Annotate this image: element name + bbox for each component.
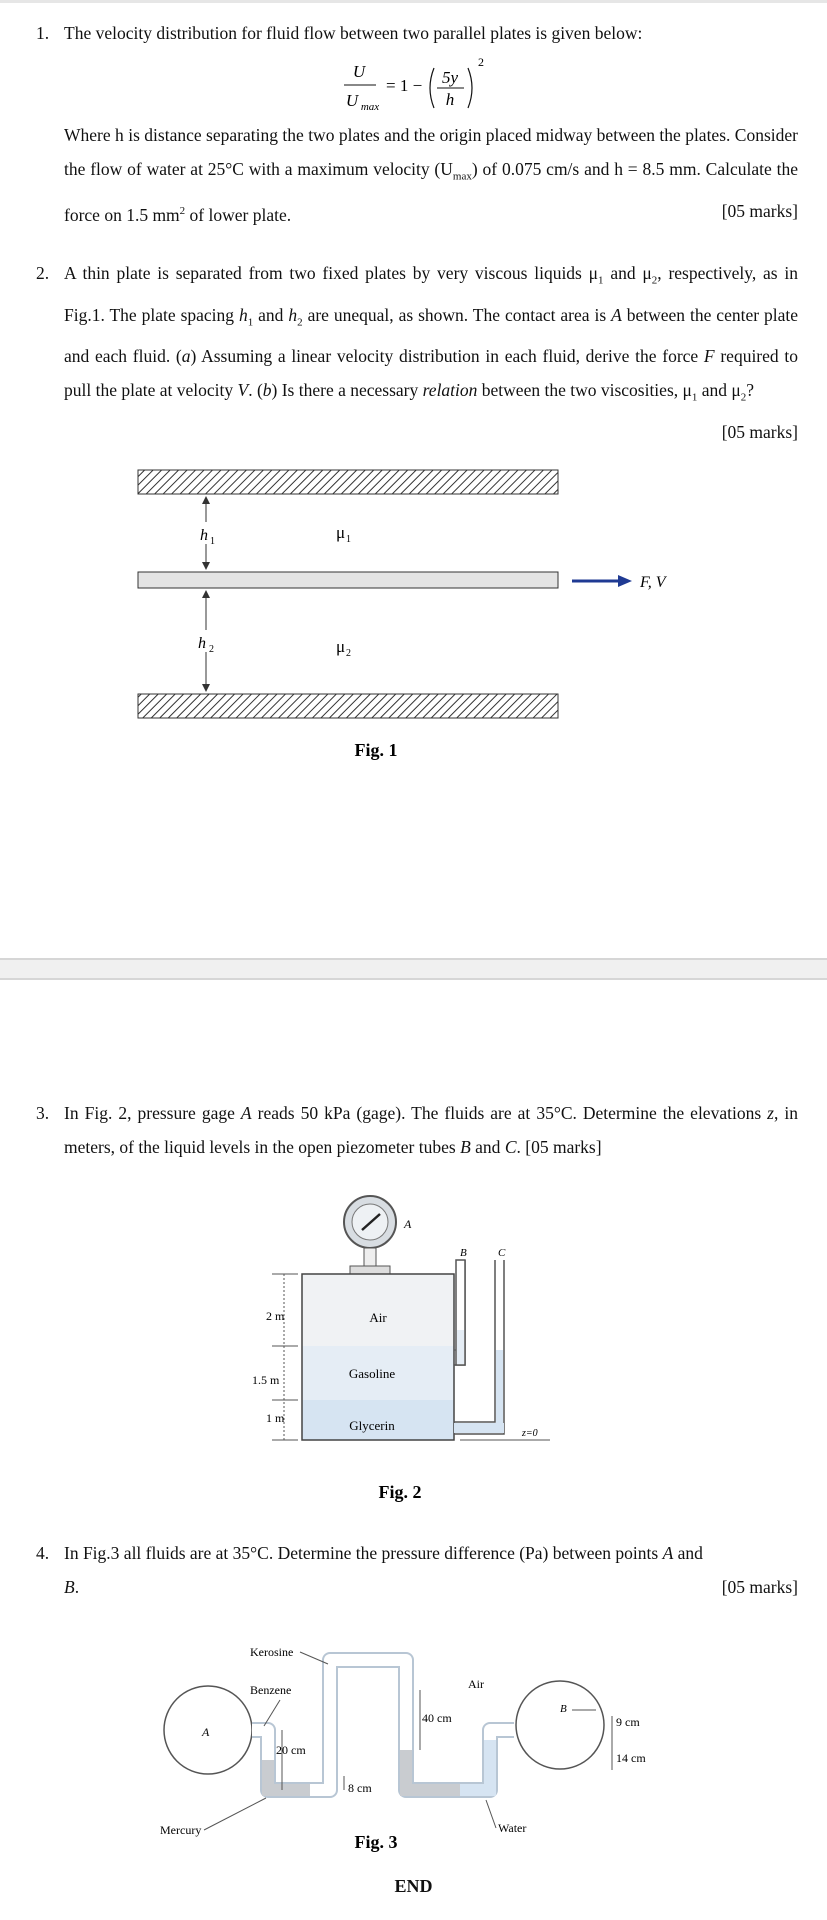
- q2-marks: [05 marks]: [721, 421, 798, 442]
- q4-marks: [05 marks]: [721, 1577, 798, 1597]
- q2-text: ?: [746, 380, 755, 400]
- gasoline-label: Gasoline: [348, 1366, 396, 1381]
- figure-2: [220, 1190, 580, 1520]
- q2-sub: 1: [691, 391, 698, 404]
- tube-c-label: C: [498, 1247, 506, 1259]
- q3-text: and: [470, 1137, 505, 1157]
- q3-text: . [05 marks]: [516, 1137, 602, 1157]
- eq-frac-den: h: [445, 90, 455, 109]
- q4-text: .: [74, 1577, 80, 1597]
- dim-1-5m: 1.5 m: [252, 1373, 280, 1387]
- eq-power: 2: [478, 55, 484, 69]
- q2-var: V: [237, 380, 249, 400]
- figure-1-caption: Fig. 1: [354, 740, 398, 760]
- q2-var: A: [611, 304, 622, 325]
- dim-14cm: 14 cm: [616, 1751, 646, 1765]
- question-1-intro: The velocity distribution for fluid flow between two parallel plates is given below:: [64, 23, 643, 43]
- end-label: END: [394, 1876, 433, 1896]
- glycerin-label: Glycerin: [349, 1418, 395, 1433]
- q1-marks: [05 marks]: [721, 200, 798, 221]
- vessel-b: [516, 1681, 604, 1769]
- benzene-label: Benzene: [250, 1683, 292, 1697]
- q2-sub: 1: [598, 274, 604, 287]
- figure-3: [160, 1630, 680, 1852]
- dim-8cm: 8 cm: [348, 1781, 372, 1795]
- q2-text: are unequal, as shown. The contact area is: [302, 304, 612, 325]
- q3-var: C: [504, 1137, 517, 1157]
- q4-var: B: [64, 1577, 75, 1597]
- dim-9cm: 9 cm: [616, 1715, 640, 1729]
- q1-text-2: ) of 0.075 cm/s and h = 8.5 mm. Calculate the force on 1.5 mm: [64, 159, 798, 225]
- dim-2m: 2 m: [266, 1309, 285, 1323]
- q2-text: between the center plate and each fluid. (: [64, 304, 798, 366]
- eq-denominator-sub: max: [360, 101, 380, 113]
- q2-text: ) Assuming a linear velocity distribution in each fluid, derive the force: [190, 346, 704, 366]
- q2-text: ) Is there a necessary: [271, 380, 423, 400]
- q2-var: h: [238, 304, 248, 325]
- q2-text: and μ: [603, 263, 652, 283]
- dim-1m: 1 m: [266, 1411, 285, 1425]
- eq-rhs: = 1 −: [386, 76, 423, 95]
- question-number: 4.: [36, 1543, 50, 1563]
- mu2-sub: 2: [346, 648, 351, 659]
- eq-denominator: U: [345, 91, 359, 110]
- q1-text-sup: 2: [179, 204, 186, 217]
- point-a-label: A: [202, 1725, 210, 1739]
- mu1-label: μ: [336, 523, 346, 542]
- q3-var: z: [767, 1103, 774, 1123]
- h1-label: h: [200, 527, 208, 544]
- q1-text-1: Where h is distance separating the two plates and the origin placed midway between the plates. Consider the flow of water at 25°C with a maximum velocity (U: [64, 125, 798, 179]
- q3-text: In Fig. 2, pressure gage: [64, 1103, 241, 1123]
- page-gap: [0, 958, 827, 980]
- q2-var: relation: [422, 380, 478, 400]
- point-b-label: B: [560, 1703, 567, 1715]
- mu2-label: μ: [336, 637, 346, 656]
- q2-text: . (: [248, 380, 263, 400]
- eq-paren-right: [468, 68, 472, 108]
- q4-text: In Fig.3 all fluids are at 35°C. Determine the pressure difference (Pa) between points: [64, 1543, 663, 1563]
- q2-text: and: [253, 304, 289, 325]
- top-fixed-plate: [138, 470, 558, 494]
- q2-sub: 2: [297, 316, 303, 328]
- q4-var: A: [662, 1543, 674, 1563]
- eq-numerator: U: [352, 62, 366, 81]
- q2-text: and μ: [697, 380, 741, 400]
- q3-text: reads 50 kPa (gage). The fluids are at 35°C. Determine the elevations: [251, 1103, 768, 1123]
- q2-text: between the two viscosities, μ: [477, 380, 692, 400]
- h1-sub: 1: [210, 536, 215, 547]
- q2-var: a: [181, 346, 191, 366]
- question-number: 3.: [36, 1103, 50, 1123]
- mu1-sub: 1: [346, 534, 351, 545]
- q2-sub: 2: [651, 274, 658, 287]
- air-label: Air: [369, 1310, 387, 1325]
- eq-frac-num: 5y: [441, 68, 459, 87]
- q1-text-3: of lower plate.: [185, 204, 292, 225]
- datum-label: z=0: [522, 1428, 538, 1439]
- figure-2-caption: Fig. 2: [378, 1482, 422, 1502]
- h2-sub: 2: [209, 644, 214, 655]
- mercury-label: Mercury: [160, 1823, 202, 1837]
- q3-var: B: [460, 1137, 471, 1157]
- h2-label: h: [198, 635, 206, 652]
- gage-a-label: A: [404, 1217, 412, 1231]
- q3-var: A: [240, 1103, 252, 1123]
- eq-paren-left: [430, 68, 434, 108]
- q2-text: A thin plate is separated from two fixed plates by very viscous liquids μ: [64, 263, 599, 283]
- air-label: Air: [468, 1677, 484, 1691]
- question-number: 2.: [36, 263, 50, 283]
- q2-text: required to pull the plate at velocity: [64, 346, 798, 400]
- dim-20cm: 20 cm: [276, 1743, 306, 1757]
- q4-text: and: [673, 1543, 703, 1563]
- q1-text-sub: max: [452, 170, 472, 183]
- force-velocity-label: F, V: [640, 574, 666, 591]
- q2-var: h: [288, 304, 298, 325]
- q2-var: F: [703, 346, 715, 366]
- figure-1: [120, 460, 680, 770]
- q2-sub: 1: [247, 316, 254, 328]
- middle-moving-plate: [138, 572, 558, 588]
- kerosine-label: Kerosine: [250, 1645, 294, 1659]
- bottom-fixed-plate: [138, 694, 558, 718]
- tube-b-label: B: [460, 1247, 467, 1259]
- q2-text: , respectively, as in Fig.1. The plate spacing: [64, 263, 798, 325]
- water-label: Water: [498, 1821, 527, 1835]
- q1-equation: [330, 52, 530, 122]
- dim-40cm: 40 cm: [422, 1711, 452, 1725]
- q2-var: b: [262, 380, 272, 400]
- q3-text: , in meters, of the liquid levels in the open piezometer tubes: [64, 1103, 798, 1157]
- question-number: 1.: [36, 23, 50, 43]
- figure-3-caption: Fig. 3: [354, 1832, 398, 1852]
- q2-sub: 2: [740, 391, 747, 404]
